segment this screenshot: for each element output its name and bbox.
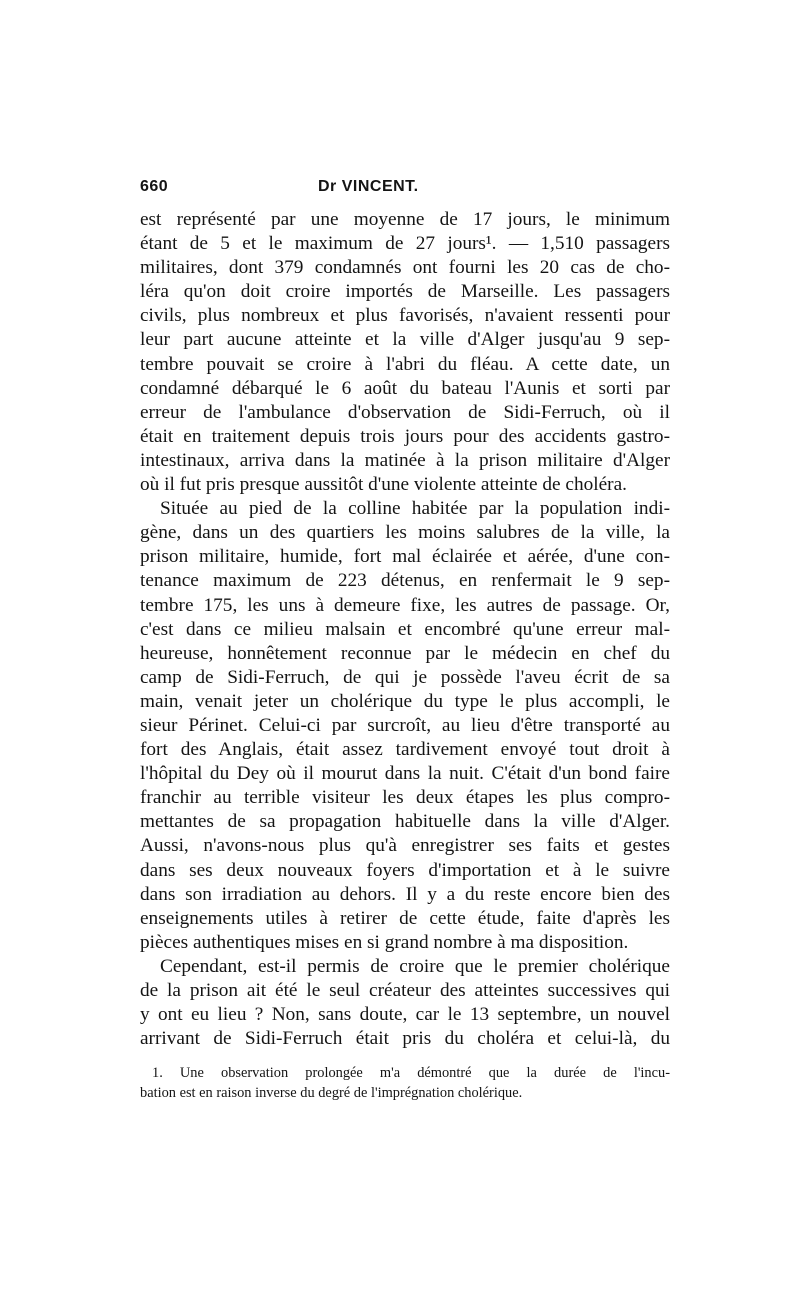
text-line: Aussi, n'avons-nous plus qu'à enregistrer ses faits et gestes bbox=[140, 835, 670, 857]
text-line: fort des Anglais, était assez tardivement envoyé tout droit à bbox=[140, 739, 670, 761]
text-line: prison militaire, humide, fort mal éclairée et aérée, d'une con- bbox=[140, 546, 670, 568]
text-line: était en traitement depuis trois jours pour des accidents gastro- bbox=[140, 425, 670, 447]
book-page bbox=[140, 178, 670, 1103]
paragraph-1 bbox=[140, 208, 670, 497]
text-line: dans son irradiation au dehors. Il y a du reste encore bien des bbox=[140, 883, 670, 905]
text-line: enseignements utiles à retirer de cette étude, faite d'après les bbox=[140, 907, 670, 929]
text-line: Cependant, est-il permis de croire que le premier cholérique bbox=[160, 955, 670, 977]
text-line: camp de Sidi-Ferruch, de qui je possède l'aveu écrit de sa bbox=[140, 666, 670, 688]
text-line: erreur de l'ambulance d'observation de Sidi-Ferruch, où il bbox=[140, 401, 670, 423]
text-line: l'hôpital du Dey où il mourut dans la nuit. C'était d'un bond faire bbox=[140, 763, 670, 785]
text-line: militaires, dont 379 condamnés ont fourni les 20 cas de cho- bbox=[140, 257, 670, 279]
text-line: Située au pied de la colline habitée par la population indi- bbox=[160, 498, 670, 520]
text-line: civils, plus nombreux et plus favorisés, n'avaient ressenti pour bbox=[140, 305, 670, 327]
text-line: arrivant de Sidi-Ferruch était pris du choléra et celui-là, du bbox=[140, 1028, 670, 1050]
text-line: sieur Périnet. Celui-ci par surcroît, au lieu d'être transporté au bbox=[140, 714, 670, 736]
body-text bbox=[140, 208, 670, 1051]
text-line: où il fut pris presque aussitôt d'une violente atteinte de choléra. bbox=[140, 474, 627, 496]
paragraph-3 bbox=[140, 955, 670, 1051]
footnote-line: 1. Une observation prolongée m'a démontré que la durée de l'incu- bbox=[152, 1065, 670, 1082]
footnote-line: bation est en raison inverse du degré de l'imprégnation cholérique. bbox=[140, 1085, 523, 1102]
text-line: tembre 175, les uns à demeure fixe, les autres de passage. Or, bbox=[140, 594, 670, 616]
text-line: franchir au terrible visiteur les deux étapes les plus compro- bbox=[140, 787, 670, 809]
text-line: est représenté par une moyenne de 17 jours, le minimum bbox=[140, 209, 670, 230]
text-line: heureuse, honnêtement reconnue par le médecin en chef du bbox=[140, 642, 670, 664]
text-line: leur part aucune atteinte et la ville d'Alger jusqu'au 9 sep- bbox=[140, 329, 670, 351]
text-line: intestinaux, arriva dans la matinée à la prison militaire d'Alger bbox=[140, 449, 670, 471]
text-line: y ont eu lieu ? Non, sans doute, car le 13 septembre, un nouvel bbox=[140, 1004, 670, 1026]
text-line: gène, dans un des quartiers les moins salubres de la ville, la bbox=[140, 522, 670, 544]
text-line: étant de 5 et le maximum de 27 jours¹. — 1,510 passagers bbox=[140, 233, 670, 255]
text-line: condamné débarqué le 6 août du bateau l'Aunis et sorti par bbox=[140, 377, 670, 399]
page-header bbox=[140, 178, 670, 202]
running-head: Dr VINCENT. bbox=[318, 178, 419, 195]
text-line: tenance maximum de 223 détenus, en renfermait le 9 sep- bbox=[140, 570, 670, 592]
paragraph-2 bbox=[140, 497, 670, 955]
text-line: main, venait jeter un cholérique du type le plus accompli, le bbox=[140, 690, 670, 712]
text-line: léra qu'on doit croire importés de Marseille. Les passagers bbox=[140, 281, 670, 303]
text-line: pièces authentiques mises en si grand nombre à ma disposition. bbox=[140, 931, 629, 953]
text-line: mettantes de sa propagation habituelle dans la ville d'Alger. bbox=[140, 811, 670, 833]
text-line: tembre pouvait se croire à l'abri du fléau. A cette date, un bbox=[140, 353, 670, 375]
footnote bbox=[140, 1063, 670, 1103]
text-line: c'est dans ce milieu malsain et encombré qu'une erreur mal- bbox=[140, 618, 670, 640]
text-line: de la prison ait été le seul créateur des atteintes successives qui bbox=[140, 980, 670, 1001]
page-number: 660 bbox=[140, 178, 169, 195]
text-line: dans ses deux nouveaux foyers d'importation et à le suivre bbox=[140, 859, 670, 881]
